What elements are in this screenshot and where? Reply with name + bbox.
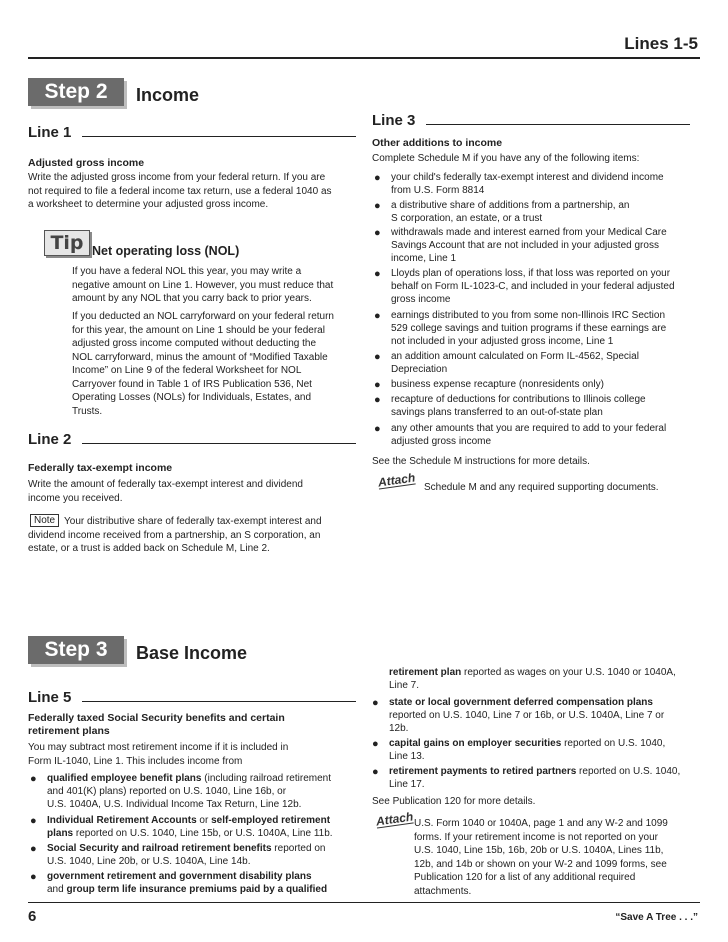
attach-badge-line-3: Attach bbox=[377, 470, 417, 490]
footer-slogan: “Save A Tree . . .” bbox=[615, 912, 698, 923]
tip-title: Net operating loss (NOL) bbox=[92, 244, 240, 258]
line-3-attach-text: Schedule M and any required supporting documents. bbox=[424, 482, 659, 493]
tip-paragraph-1: If you have a federal NOL this year, you may write a negative amount on Line 1. However, you must reduce that amount by any NOL that you carry back to prior years. bbox=[72, 266, 334, 304]
line-5-heading: Line 5 bbox=[28, 689, 72, 706]
line-1-body: Write the adjusted gross income from your federal return. If you are not required to file a federal income tax return, use a federal 1040 as a worksheet to determine your adjusted gross income. bbox=[28, 172, 332, 210]
line-3-see-more: See the Schedule M instructions for more details. bbox=[372, 456, 590, 467]
footer-rule bbox=[28, 902, 700, 903]
step-2-title: Income bbox=[136, 85, 200, 105]
step-3-badge: Step 3 bbox=[28, 636, 124, 664]
attach-badge-line-5: Attach bbox=[375, 809, 415, 829]
note-badge: Note bbox=[30, 514, 59, 527]
page-header-title: Lines 1-5 bbox=[624, 34, 698, 53]
line-2-heading: Line 2 bbox=[28, 431, 72, 448]
line-5-rule bbox=[82, 701, 356, 702]
step-3-title: Base Income bbox=[136, 643, 248, 663]
line-5-see-more: See Publication 120 for more details. bbox=[372, 796, 536, 807]
line-1-heading: Line 1 bbox=[28, 124, 72, 141]
line-3-subheading: Other additions to income bbox=[372, 137, 503, 149]
line-2-subheading: Federally tax-exempt income bbox=[28, 462, 173, 474]
line-3-rule bbox=[426, 124, 690, 125]
line-1-subheading: Adjusted gross income bbox=[28, 157, 145, 169]
line-3-intro: Complete Schedule M if you have any of the following items: bbox=[372, 153, 640, 164]
line-2-note: Your distributive share of federally tax-exempt interest and dividend income received from a partnership, an S corporation, an estate, or a trust is added back on Schedule M, Line 2. bbox=[28, 516, 322, 554]
line-5-attach-text: U.S. Form 1040 or 1040A, page 1 and any W-2 and 1099 forms. If your retirement income is not reported on your U.S. 1040, Line 15b, 16b, 20b or U.S. 1040A, Lines 11b, 12b, and 14b or shown on your W-2 and 1099 forms, see Publication 120 for a list of any additional required attachments. bbox=[414, 818, 668, 897]
page-number: 6 bbox=[28, 908, 37, 925]
tip-badge: Tip bbox=[44, 230, 90, 256]
tip-paragraph-2: If you deducted an NOL carryforward on your federal return for this year, the amount on Line 1 should be your federal adjusted gross income computed without deducting the NOL carryforward, minus the amount of “Modified Taxable Income” on Line 9 of the federal Worksheet for NOL Carryover found in Table 1 of IRS Publication 536, Net Operating Losses (NOLs) for Individuals, Estates, and Trusts. bbox=[72, 311, 334, 417]
line-5-subheading: Federally taxed Social Security benefits and certain retirement plans bbox=[28, 712, 285, 737]
header-rule bbox=[28, 57, 700, 59]
step-2-badge: Step 2 bbox=[28, 78, 124, 106]
line-3-heading: Line 3 bbox=[372, 112, 416, 129]
line-5-intro: You may subtract most retirement income if it is included in Form IL-1040, Line 1. This includes income from bbox=[28, 742, 289, 767]
line-2-body: Write the amount of federally tax-exempt interest and dividend income you received. bbox=[28, 479, 303, 504]
line-2-rule bbox=[82, 443, 356, 444]
line-1-rule bbox=[82, 136, 356, 137]
